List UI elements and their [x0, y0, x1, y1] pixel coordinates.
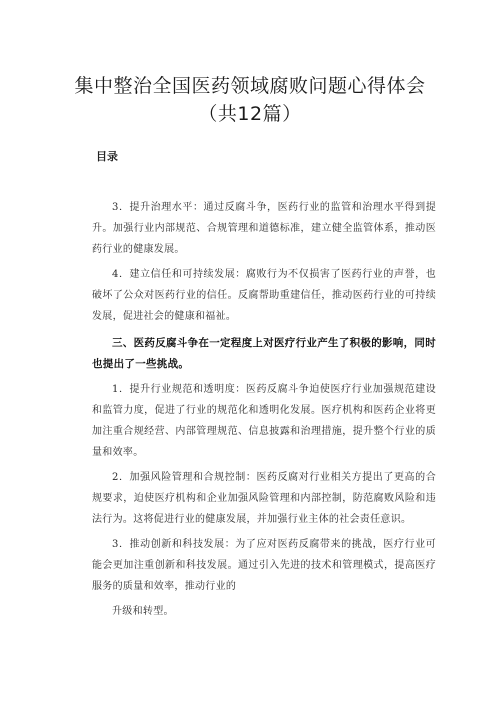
paragraph-after-3: 3．推动创新和科技发展：为了应对医药反腐带来的挑战，医疗行业可能会更加注重创新和科技发展。通过引入先进的技术和管理模式，提高医疗服务的质量和效率，推动行业的 [92, 539, 436, 592]
paragraph-trailing-line: 升级和转型。 [112, 606, 174, 617]
document-title [40, 72, 460, 128]
section-heading: 三、医药反腐斗争在一定程度上对医疗行业产生了积极的影响，同时也提出了一些挑战。 [92, 337, 436, 370]
title-line-1: 集中整治全国医药领域腐败问题心得体会 [74, 75, 426, 97]
document-body [92, 197, 436, 622]
paragraph-3: 3．提升治理水平：通过反腐斗争，医药行业的监管和治理水平得到提升。加强行业内部规范、合规管理和道德标准，建立健全监管体系，推动医药行业的健康发展。 [92, 202, 436, 255]
title-line-2: （共12篇） [198, 103, 302, 125]
paragraph-after-2: 2．加强风险管理和合规控制：医药反腐对行业相关方提出了更高的合规要求，迫使医疗机构和企业加强风险管理和内部控制，防范腐败风险和违法行为。这将促进行业的健康发展，并加强行业主体的社会责任意识。 [92, 472, 436, 525]
paragraph-4: 4．建立信任和可持续发展：腐败行为不仅损害了医药行业的声誉，也破坏了公众对医药行业的信任。反腐帮助重建信任，推动医药行业的可持续发展，促进社会的健康和福祉。 [92, 269, 436, 322]
toc-heading: 目录 [96, 150, 118, 163]
paragraph-after-1: 1．提升行业规范和透明度：医药反腐斗争迫使医疗行业加强规范建设和监管力度，促进了行业的规范化和透明化发展。医疗机构和医药企业将更加注重合规经营、内部管理规范、信息披露和治理措施，提升整个行业的质量和效率。 [92, 384, 436, 458]
